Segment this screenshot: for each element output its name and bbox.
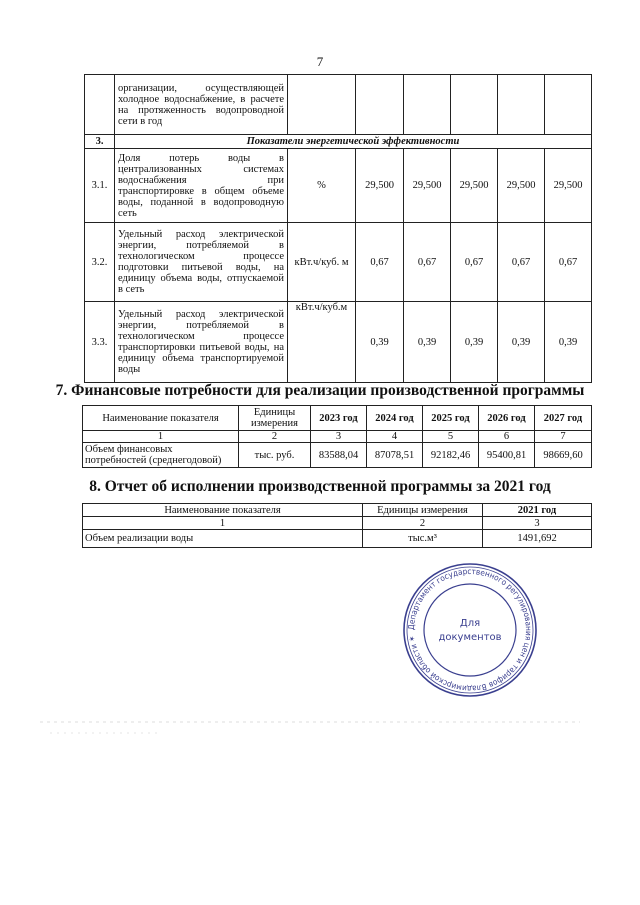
value-cell: 0,39 [356, 302, 404, 383]
value-cell: 83588,04 [311, 443, 367, 468]
official-stamp [402, 562, 538, 698]
table-row [83, 530, 592, 548]
row-number: 3.1. [85, 149, 115, 223]
stamp-center-line1: Для [459, 618, 481, 629]
value-cell: 29,500 [498, 149, 545, 223]
unit-cell: тыс. руб. [239, 443, 311, 468]
column-number: 7 [535, 431, 592, 443]
value-cell: 29,500 [545, 149, 592, 223]
column-header: 2024 год [367, 406, 423, 431]
value-cell: 98669,60 [535, 443, 592, 468]
value-cell: 0,67 [498, 223, 545, 302]
column-number: 6 [479, 431, 535, 443]
faint-scan-marks [40, 718, 600, 738]
unit-cell: % [288, 149, 356, 223]
column-number: 3 [311, 431, 367, 443]
section-number: 3. [85, 135, 115, 149]
indicator-description: Удельный расход электрической энергии, потребляемой в технологическом процессе подготовки питьевой воды, на единицу объема воды, отпускаемой в сеть [115, 223, 288, 302]
column-header: 2021 год [483, 504, 592, 517]
table-header-row [83, 504, 592, 517]
column-number: 4 [367, 431, 423, 443]
stamp-ring-text: Департамент государственного регулирования цен и тарифов Владимирской области ✶ [406, 566, 534, 694]
table-row [83, 443, 592, 468]
table-row [85, 75, 592, 135]
table-header-row [83, 406, 592, 431]
table-row [85, 223, 592, 302]
value-cell: 0,39 [498, 302, 545, 383]
execution-report-table [82, 503, 592, 548]
value-cell: 92182,46 [423, 443, 479, 468]
section-7-heading: 7. Финансовые потребности для реализации производственной программы [55, 382, 585, 399]
section-8-heading: 8. Отчет об исполнении производственной программы за 2021 год [89, 478, 551, 495]
column-number-row [83, 517, 592, 530]
financial-needs-table [82, 405, 592, 468]
section-row [85, 135, 592, 149]
unit-cell: кВт.ч/куб.м [288, 302, 356, 383]
indicator-name: Объем финансовых потребностей (среднегодовой) [83, 443, 239, 468]
value-cell: 29,500 [356, 149, 404, 223]
column-header: Единицы измерения [363, 504, 483, 517]
column-number: 2 [239, 431, 311, 443]
value-cell: 0,39 [451, 302, 498, 383]
column-number: 5 [423, 431, 479, 443]
column-header: Наименование показателя [83, 504, 363, 517]
stamp-center-line2: документов [438, 632, 502, 643]
column-number: 3 [483, 517, 592, 530]
section-title: Показатели энергетической эффективности [115, 135, 592, 149]
page-number: 7 [316, 54, 324, 69]
table-row [85, 302, 592, 383]
indicator-description: Удельный расход электрической энергии, потребляемой в технологическом процессе транспортировки питьевой воды, на единицу объема транспортируемой воды [115, 302, 288, 383]
value-cell: 0,67 [404, 223, 451, 302]
value-cell: 0,67 [356, 223, 404, 302]
indicator-name: Объем реализации воды [83, 530, 363, 548]
column-number-row [83, 431, 592, 443]
column-number: 2 [363, 517, 483, 530]
value-cell: 0,67 [451, 223, 498, 302]
indicators-table [84, 74, 592, 383]
unit-cell: кВт.ч/куб. м [288, 223, 356, 302]
column-header: 2026 год [479, 406, 535, 431]
value-cell: 0,39 [545, 302, 592, 383]
table-row [85, 149, 592, 223]
row-number: 3.2. [85, 223, 115, 302]
column-header: 2027 год [535, 406, 592, 431]
column-header: Единицы измерения [239, 406, 311, 431]
unit-cell: тыс.м³ [363, 530, 483, 548]
row-number: 3.3. [85, 302, 115, 383]
value-cell: 87078,51 [367, 443, 423, 468]
value-cell: 0,39 [404, 302, 451, 383]
column-number: 1 [83, 517, 363, 530]
column-number: 1 [83, 431, 239, 443]
value-cell: 95400,81 [479, 443, 535, 468]
column-header: Наименование показателя [83, 406, 239, 431]
value-cell: 29,500 [451, 149, 498, 223]
value-cell: 29,500 [404, 149, 451, 223]
indicator-description: организации, осуществляющей холодное водоснабжение, в расчете на протяженность водопроводной сети в год [115, 75, 288, 135]
column-header: 2023 год [311, 406, 367, 431]
value-cell: 0,67 [545, 223, 592, 302]
column-header: 2025 год [423, 406, 479, 431]
value-cell: 1491,692 [483, 530, 592, 548]
indicator-description: Доля потерь воды в централизованных системах водоснабжения при транспортировке в общем объеме воды, поданной в водопроводную сеть [115, 149, 288, 223]
